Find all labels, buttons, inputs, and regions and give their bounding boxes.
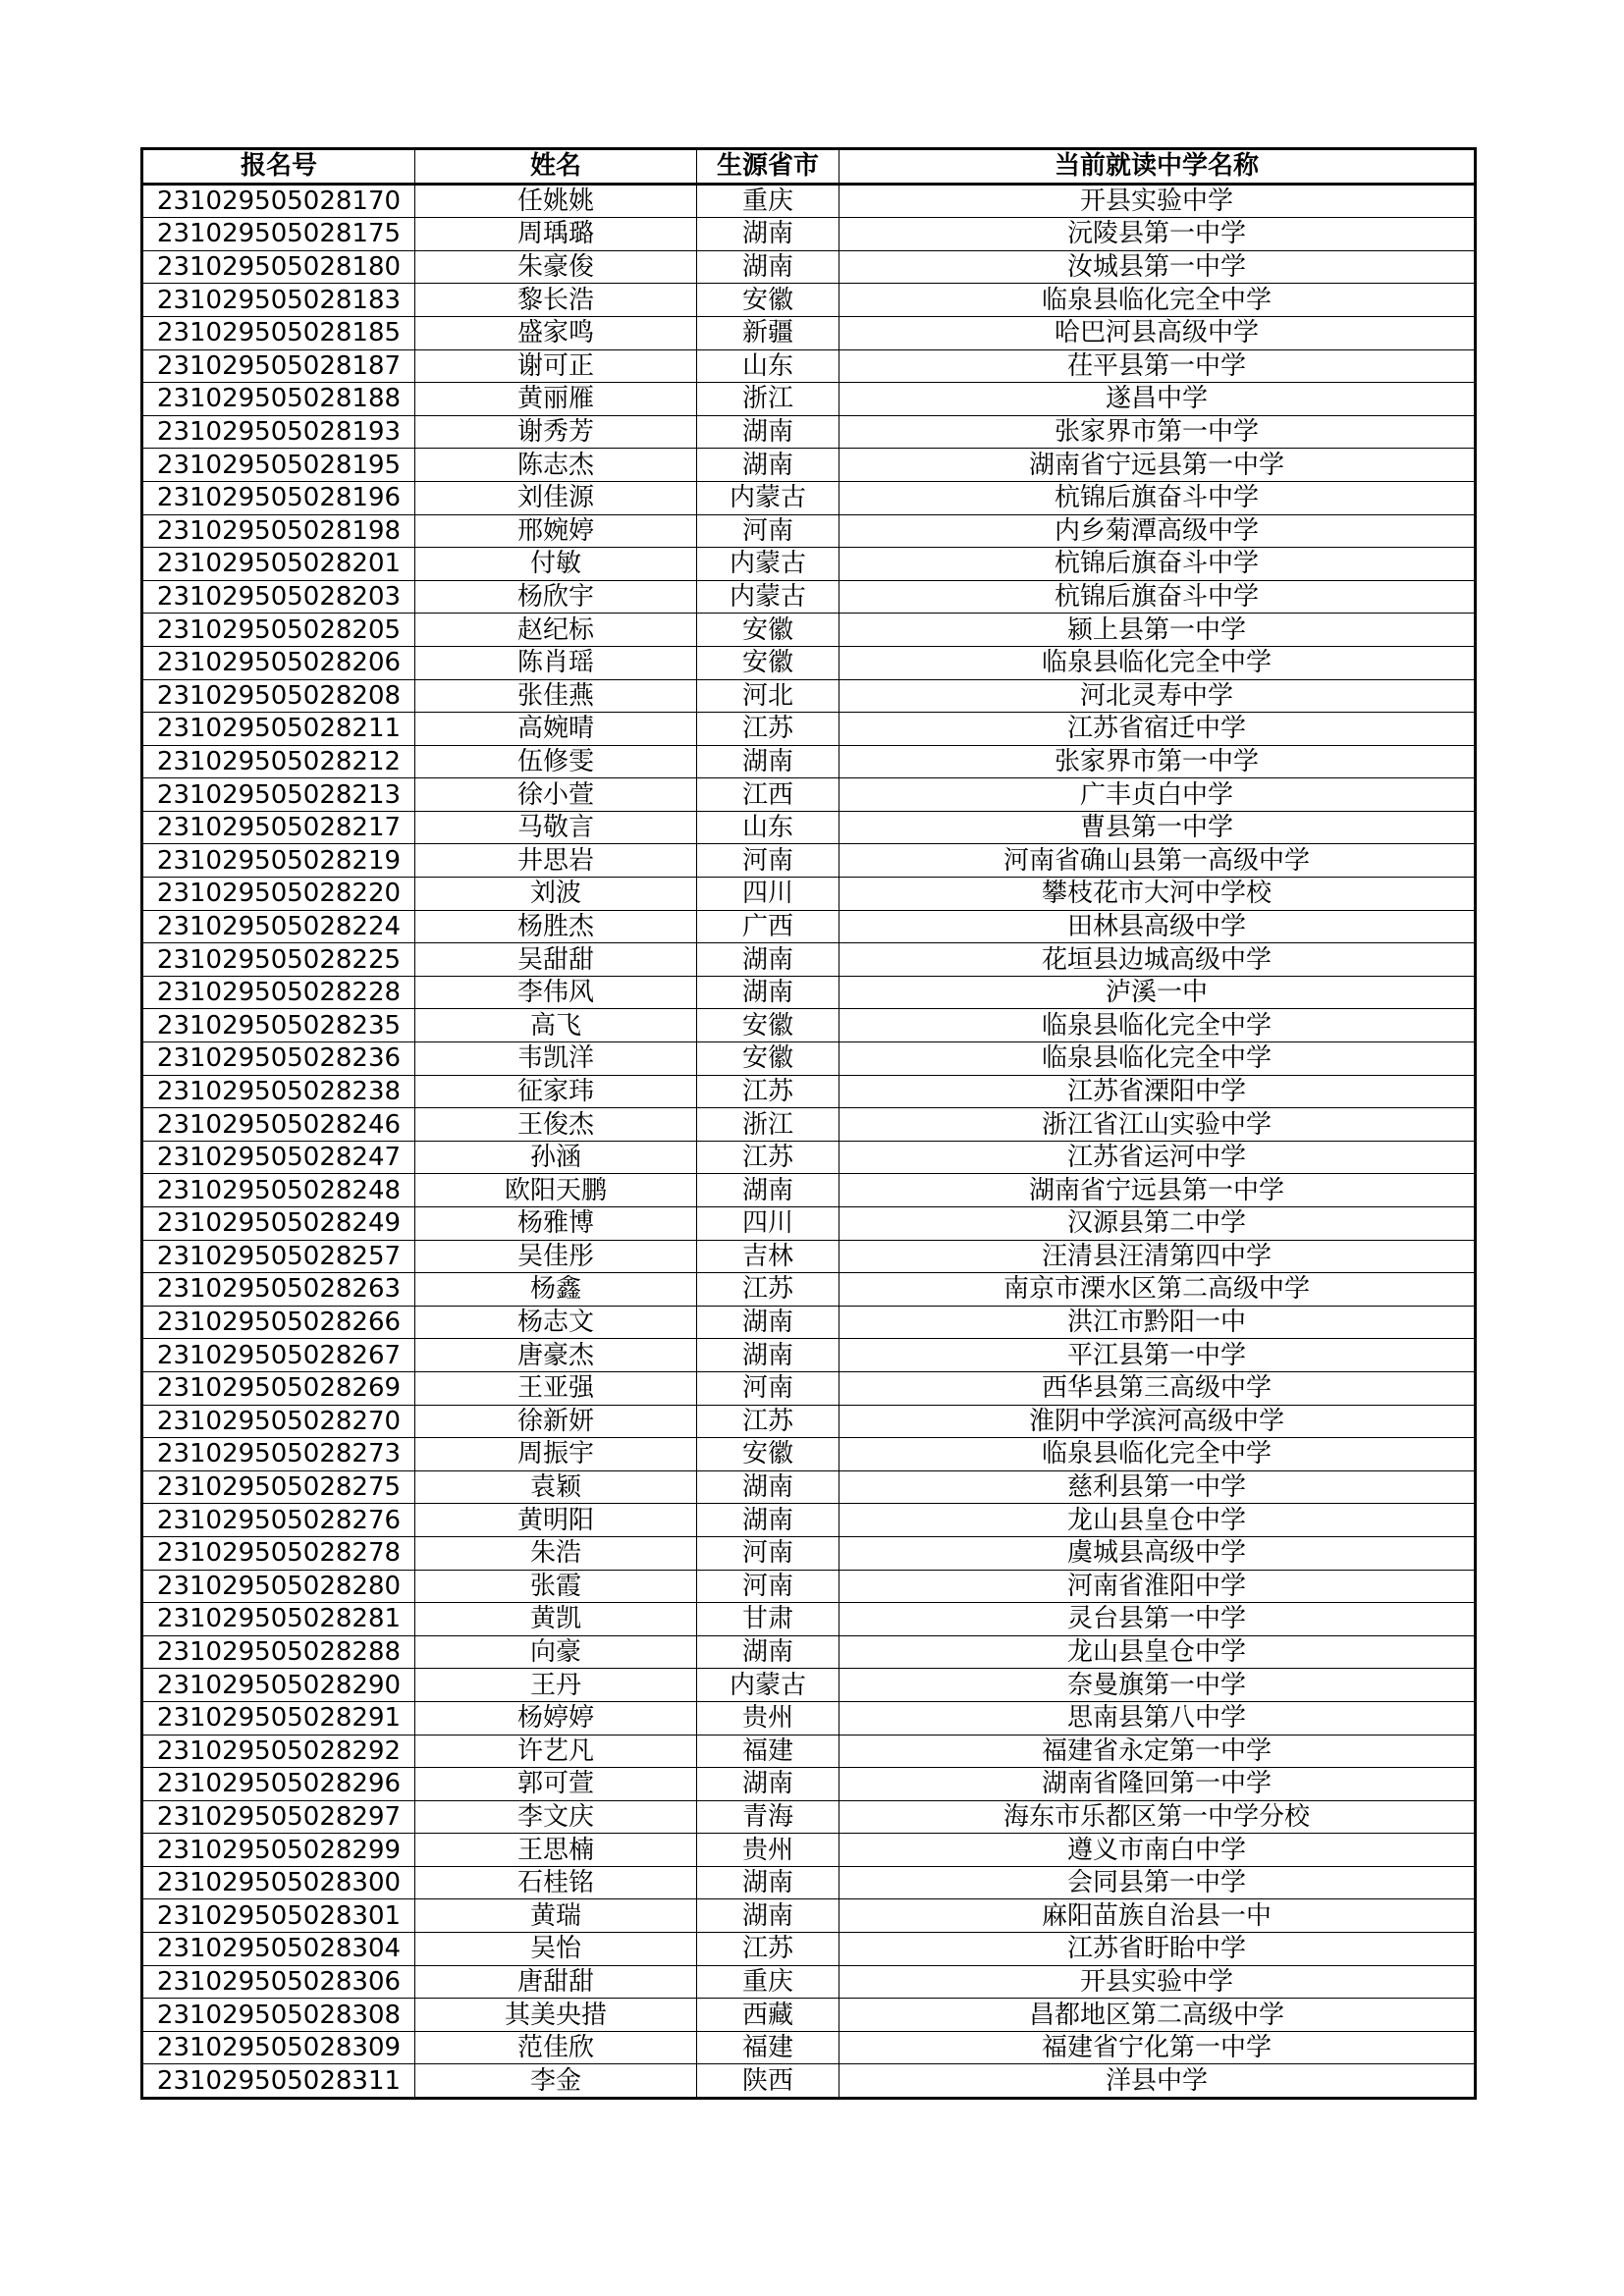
province-cell: 青海 [697, 1800, 839, 1834]
province-cell: 湖南 [697, 943, 839, 977]
student-name-cell: 谢秀芳 [415, 415, 697, 449]
table-row [142, 745, 1476, 778]
registration-number-cell: 231029505028236 [142, 1042, 415, 1076]
student-name-cell: 伍修雯 [415, 745, 697, 778]
student-name-cell: 其美央措 [415, 1999, 697, 2032]
school-name-cell: 曹县第一中学 [839, 811, 1476, 844]
province-cell: 湖南 [697, 976, 839, 1009]
province-cell: 西藏 [697, 1999, 839, 2032]
column-header-province: 生源省市 [697, 149, 839, 185]
table-row [142, 1438, 1476, 1471]
student-name-cell: 陈志杰 [415, 449, 697, 482]
student-name-cell: 朱浩 [415, 1536, 697, 1570]
registration-number-cell: 231029505028224 [142, 910, 415, 943]
registration-number-cell: 231029505028296 [142, 1768, 415, 1801]
registration-number-cell: 231029505028188 [142, 383, 415, 416]
school-name-cell: 江苏省宿迁中学 [839, 713, 1476, 746]
student-name-cell: 高飞 [415, 1009, 697, 1042]
student-name-cell: 韦凯洋 [415, 1042, 697, 1076]
table-row [142, 1240, 1476, 1273]
registration-number-cell: 231029505028292 [142, 1735, 415, 1768]
province-cell: 湖南 [697, 1470, 839, 1504]
school-name-cell: 江苏省盱眙中学 [839, 1933, 1476, 1966]
school-name-cell: 福建省宁化第一中学 [839, 2031, 1476, 2064]
school-name-cell: 颍上县第一中学 [839, 614, 1476, 647]
province-cell: 福建 [697, 1735, 839, 1768]
registration-number-cell: 231029505028276 [142, 1504, 415, 1537]
table-row [142, 1866, 1476, 1899]
school-name-cell: 张家界市第一中学 [839, 745, 1476, 778]
registration-number-cell: 231029505028195 [142, 449, 415, 482]
table-row [142, 1768, 1476, 1801]
registration-number-cell: 231029505028249 [142, 1207, 415, 1241]
school-name-cell: 会同县第一中学 [839, 1866, 1476, 1899]
province-cell: 江苏 [697, 1075, 839, 1108]
student-name-cell: 吴甜甜 [415, 943, 697, 977]
student-name-cell: 杨雅博 [415, 1207, 697, 1241]
registration-number-cell: 231029505028193 [142, 415, 415, 449]
table-row [142, 910, 1476, 943]
registration-number-cell: 231029505028211 [142, 713, 415, 746]
table-row [142, 1635, 1476, 1669]
province-cell: 江苏 [697, 1273, 839, 1307]
school-name-cell: 张家界市第一中学 [839, 415, 1476, 449]
student-name-cell: 黎长浩 [415, 284, 697, 317]
registration-number-cell: 231029505028196 [142, 481, 415, 514]
registration-number-cell: 231029505028301 [142, 1899, 415, 1933]
table-row [142, 1371, 1476, 1405]
table-row [142, 1273, 1476, 1307]
school-name-cell: 临泉县临化完全中学 [839, 284, 1476, 317]
table-row [142, 2031, 1476, 2064]
province-cell: 湖南 [697, 250, 839, 284]
registration-number-cell: 231029505028300 [142, 1866, 415, 1899]
registration-number-cell: 231029505028247 [142, 1141, 415, 1174]
table-row [142, 844, 1476, 878]
school-name-cell: 慈利县第一中学 [839, 1470, 1476, 1504]
student-name-cell: 吴佳彤 [415, 1240, 697, 1273]
registration-number-cell: 231029505028291 [142, 1701, 415, 1735]
province-cell: 湖南 [697, 1306, 839, 1339]
registration-number-cell: 231029505028280 [142, 1570, 415, 1603]
table-row [142, 415, 1476, 449]
province-cell: 湖南 [697, 218, 839, 251]
registration-number-cell: 231029505028217 [142, 811, 415, 844]
table-row [142, 1405, 1476, 1438]
province-cell: 湖南 [697, 449, 839, 482]
student-name-cell: 王思楠 [415, 1834, 697, 1867]
province-cell: 湖南 [697, 1174, 839, 1207]
school-name-cell: 龙山县皇仓中学 [839, 1635, 1476, 1669]
registration-number-cell: 231029505028170 [142, 184, 415, 218]
province-cell: 湖南 [697, 1635, 839, 1669]
school-name-cell: 汉源县第二中学 [839, 1207, 1476, 1241]
registration-number-cell: 231029505028288 [142, 1635, 415, 1669]
school-name-cell: 沅陵县第一中学 [839, 218, 1476, 251]
registration-number-cell: 231029505028235 [142, 1009, 415, 1042]
province-cell: 内蒙古 [697, 580, 839, 614]
student-name-cell: 李文庆 [415, 1800, 697, 1834]
table-row [142, 1899, 1476, 1933]
column-header-registration-number: 报名号 [142, 149, 415, 185]
student-name-cell: 邢婉婷 [415, 514, 697, 548]
registration-number-cell: 231029505028248 [142, 1174, 415, 1207]
table-row [142, 1174, 1476, 1207]
school-name-cell: 杭锦后旗奋斗中学 [839, 481, 1476, 514]
registration-number-cell: 231029505028175 [142, 218, 415, 251]
province-cell: 湖南 [697, 1899, 839, 1933]
student-table [140, 147, 1477, 2100]
table-row [142, 1042, 1476, 1076]
school-name-cell: 临泉县临化完全中学 [839, 1009, 1476, 1042]
registration-number-cell: 231029505028208 [142, 679, 415, 713]
registration-number-cell: 231029505028269 [142, 1371, 415, 1405]
province-cell: 江苏 [697, 1405, 839, 1438]
table-row [142, 1108, 1476, 1142]
student-name-cell: 向豪 [415, 1635, 697, 1669]
column-header-school: 当前就读中学名称 [839, 149, 1476, 185]
province-cell: 河南 [697, 1371, 839, 1405]
table-row [142, 713, 1476, 746]
province-cell: 山东 [697, 349, 839, 383]
school-name-cell: 临泉县临化完全中学 [839, 1438, 1476, 1471]
registration-number-cell: 231029505028201 [142, 548, 415, 581]
registration-number-cell: 231029505028290 [142, 1669, 415, 1702]
province-cell: 山东 [697, 811, 839, 844]
table-row [142, 1965, 1476, 1999]
school-name-cell: 杭锦后旗奋斗中学 [839, 548, 1476, 581]
school-name-cell: 茌平县第一中学 [839, 349, 1476, 383]
table-row [142, 1570, 1476, 1603]
registration-number-cell: 231029505028263 [142, 1273, 415, 1307]
province-cell: 湖南 [697, 1866, 839, 1899]
student-name-cell: 袁颖 [415, 1470, 697, 1504]
table-row [142, 184, 1476, 218]
student-name-cell: 高婉晴 [415, 713, 697, 746]
table-row [142, 1009, 1476, 1042]
school-name-cell: 遂昌中学 [839, 383, 1476, 416]
school-name-cell: 思南县第八中学 [839, 1701, 1476, 1735]
province-cell: 重庆 [697, 1965, 839, 1999]
province-cell: 安徽 [697, 1042, 839, 1076]
table-header-row [142, 149, 1476, 185]
table-row [142, 1339, 1476, 1372]
province-cell: 贵州 [697, 1701, 839, 1735]
student-name-cell: 李金 [415, 2064, 697, 2099]
province-cell: 江西 [697, 778, 839, 812]
table-row [142, 878, 1476, 911]
table-body [142, 184, 1476, 2098]
registration-number-cell: 231029505028220 [142, 878, 415, 911]
table-row [142, 1735, 1476, 1768]
registration-number-cell: 231029505028297 [142, 1800, 415, 1834]
student-name-cell: 黄丽雁 [415, 383, 697, 416]
student-name-cell: 唐豪杰 [415, 1339, 697, 1372]
student-name-cell: 徐新妍 [415, 1405, 697, 1438]
registration-number-cell: 231029505028205 [142, 614, 415, 647]
school-name-cell: 杭锦后旗奋斗中学 [839, 580, 1476, 614]
province-cell: 河南 [697, 844, 839, 878]
registration-number-cell: 231029505028306 [142, 1965, 415, 1999]
school-name-cell: 洪江市黔阳一中 [839, 1306, 1476, 1339]
registration-number-cell: 231029505028203 [142, 580, 415, 614]
table-row [142, 349, 1476, 383]
table-row [142, 1701, 1476, 1735]
table-row [142, 514, 1476, 548]
student-name-cell: 刘佳源 [415, 481, 697, 514]
student-name-cell: 许艺凡 [415, 1735, 697, 1768]
province-cell: 四川 [697, 1207, 839, 1241]
student-name-cell: 张霞 [415, 1570, 697, 1603]
school-name-cell: 昌都地区第二高级中学 [839, 1999, 1476, 2032]
registration-number-cell: 231029505028246 [142, 1108, 415, 1142]
school-name-cell: 浙江省江山实验中学 [839, 1108, 1476, 1142]
table-row [142, 250, 1476, 284]
province-cell: 河南 [697, 1570, 839, 1603]
table-row [142, 646, 1476, 679]
table-row [142, 943, 1476, 977]
province-cell: 江苏 [697, 1141, 839, 1174]
school-name-cell: 临泉县临化完全中学 [839, 1042, 1476, 1076]
school-name-cell: 攀枝花市大河中学校 [839, 878, 1476, 911]
province-cell: 贵州 [697, 1834, 839, 1867]
student-name-cell: 张佳燕 [415, 679, 697, 713]
student-name-cell: 井思岩 [415, 844, 697, 878]
student-name-cell: 谢可正 [415, 349, 697, 383]
province-cell: 内蒙古 [697, 481, 839, 514]
student-name-cell: 赵纪标 [415, 614, 697, 647]
registration-number-cell: 231029505028304 [142, 1933, 415, 1966]
table-row [142, 580, 1476, 614]
school-name-cell: 南京市溧水区第二高级中学 [839, 1273, 1476, 1307]
table-row [142, 1306, 1476, 1339]
province-cell: 广西 [697, 910, 839, 943]
province-cell: 内蒙古 [697, 548, 839, 581]
student-name-cell: 杨胜杰 [415, 910, 697, 943]
school-name-cell: 田林县高级中学 [839, 910, 1476, 943]
school-name-cell: 临泉县临化完全中学 [839, 646, 1476, 679]
school-name-cell: 内乡菊潭高级中学 [839, 514, 1476, 548]
student-name-cell: 黄瑞 [415, 1899, 697, 1933]
table-row [142, 1075, 1476, 1108]
student-name-cell: 郭可萱 [415, 1768, 697, 1801]
table-row [142, 1536, 1476, 1570]
table-row [142, 449, 1476, 482]
student-name-cell: 任姚姚 [415, 184, 697, 218]
province-cell: 江苏 [697, 713, 839, 746]
school-name-cell: 汪清县汪清第四中学 [839, 1240, 1476, 1273]
table-row [142, 1800, 1476, 1834]
school-name-cell: 海东市乐都区第一中学分校 [839, 1800, 1476, 1834]
table-row [142, 811, 1476, 844]
student-name-cell: 唐甜甜 [415, 1965, 697, 1999]
province-cell: 湖南 [697, 415, 839, 449]
registration-number-cell: 231029505028266 [142, 1306, 415, 1339]
registration-number-cell: 231029505028275 [142, 1470, 415, 1504]
province-cell: 河南 [697, 514, 839, 548]
registration-number-cell: 231029505028225 [142, 943, 415, 977]
province-cell: 重庆 [697, 184, 839, 218]
table-row [142, 2064, 1476, 2099]
student-name-cell: 征家玮 [415, 1075, 697, 1108]
table-row [142, 383, 1476, 416]
school-name-cell: 开县实验中学 [839, 184, 1476, 218]
table-row [142, 284, 1476, 317]
student-name-cell: 范佳欣 [415, 2031, 697, 2064]
school-name-cell: 遵义市南白中学 [839, 1834, 1476, 1867]
registration-number-cell: 231029505028212 [142, 745, 415, 778]
table-row [142, 614, 1476, 647]
province-cell: 湖南 [697, 745, 839, 778]
registration-number-cell: 231029505028309 [142, 2031, 415, 2064]
school-name-cell: 西华县第三高级中学 [839, 1371, 1476, 1405]
table-row [142, 1669, 1476, 1702]
province-cell: 吉林 [697, 1240, 839, 1273]
table-row [142, 1504, 1476, 1537]
school-name-cell: 河北灵寿中学 [839, 679, 1476, 713]
registration-number-cell: 231029505028281 [142, 1603, 415, 1636]
school-name-cell: 虞城县高级中学 [839, 1536, 1476, 1570]
registration-number-cell: 231029505028183 [142, 284, 415, 317]
registration-number-cell: 231029505028187 [142, 349, 415, 383]
student-name-cell: 杨志文 [415, 1306, 697, 1339]
registration-number-cell: 231029505028228 [142, 976, 415, 1009]
province-cell: 湖南 [697, 1339, 839, 1372]
student-name-cell: 杨欣宇 [415, 580, 697, 614]
province-cell: 湖南 [697, 1504, 839, 1537]
table-row [142, 1207, 1476, 1241]
province-cell: 四川 [697, 878, 839, 911]
school-name-cell: 奈曼旗第一中学 [839, 1669, 1476, 1702]
student-name-cell: 付敏 [415, 548, 697, 581]
school-name-cell: 泸溪一中 [839, 976, 1476, 1009]
province-cell: 河北 [697, 679, 839, 713]
registration-number-cell: 231029505028213 [142, 778, 415, 812]
table-row [142, 1933, 1476, 1966]
province-cell: 湖南 [697, 1768, 839, 1801]
province-cell: 安徽 [697, 1009, 839, 1042]
student-name-cell: 黄明阳 [415, 1504, 697, 1537]
school-name-cell: 平江县第一中学 [839, 1339, 1476, 1372]
student-name-cell: 王俊杰 [415, 1108, 697, 1142]
student-name-cell: 王丹 [415, 1669, 697, 1702]
school-name-cell: 淮阴中学滨河高级中学 [839, 1405, 1476, 1438]
registration-number-cell: 231029505028185 [142, 316, 415, 349]
province-cell: 福建 [697, 2031, 839, 2064]
registration-number-cell: 231029505028180 [142, 250, 415, 284]
student-name-cell: 朱豪俊 [415, 250, 697, 284]
registration-number-cell: 231029505028270 [142, 1405, 415, 1438]
school-name-cell: 灵台县第一中学 [839, 1603, 1476, 1636]
registration-number-cell: 231029505028198 [142, 514, 415, 548]
student-name-cell: 王亚强 [415, 1371, 697, 1405]
registration-number-cell: 231029505028308 [142, 1999, 415, 2032]
province-cell: 浙江 [697, 1108, 839, 1142]
student-name-cell: 杨鑫 [415, 1273, 697, 1307]
province-cell: 陕西 [697, 2064, 839, 2099]
student-name-cell: 吴怡 [415, 1933, 697, 1966]
table-row [142, 679, 1476, 713]
school-name-cell: 洋县中学 [839, 2064, 1476, 2099]
student-name-cell: 盛家鸣 [415, 316, 697, 349]
registration-number-cell: 231029505028206 [142, 646, 415, 679]
school-name-cell: 河南省确山县第一高级中学 [839, 844, 1476, 878]
school-name-cell: 龙山县皇仓中学 [839, 1504, 1476, 1537]
school-name-cell: 湖南省隆回第一中学 [839, 1768, 1476, 1801]
school-name-cell: 花垣县边城高级中学 [839, 943, 1476, 977]
student-name-cell: 陈肖瑶 [415, 646, 697, 679]
student-name-cell: 石桂铭 [415, 1866, 697, 1899]
school-name-cell: 广丰贞白中学 [839, 778, 1476, 812]
student-name-cell: 孙涵 [415, 1141, 697, 1174]
province-cell: 甘肃 [697, 1603, 839, 1636]
table-row [142, 218, 1476, 251]
table-row [142, 548, 1476, 581]
student-name-cell: 刘波 [415, 878, 697, 911]
school-name-cell: 江苏省溧阳中学 [839, 1075, 1476, 1108]
table-row [142, 481, 1476, 514]
province-cell: 安徽 [697, 646, 839, 679]
registration-number-cell: 231029505028299 [142, 1834, 415, 1867]
registration-number-cell: 231029505028219 [142, 844, 415, 878]
province-cell: 安徽 [697, 1438, 839, 1471]
table-row [142, 1603, 1476, 1636]
school-name-cell: 汝城县第一中学 [839, 250, 1476, 284]
province-cell: 新疆 [697, 316, 839, 349]
registration-number-cell: 231029505028257 [142, 1240, 415, 1273]
province-cell: 安徽 [697, 614, 839, 647]
column-header-name: 姓名 [415, 149, 697, 185]
school-name-cell: 麻阳苗族自治县一中 [839, 1899, 1476, 1933]
table-row [142, 1834, 1476, 1867]
student-name-cell: 马敬言 [415, 811, 697, 844]
registration-number-cell: 231029505028278 [142, 1536, 415, 1570]
registration-number-cell: 231029505028267 [142, 1339, 415, 1372]
student-name-cell: 李伟风 [415, 976, 697, 1009]
registration-number-cell: 231029505028238 [142, 1075, 415, 1108]
student-name-cell: 欧阳天鹏 [415, 1174, 697, 1207]
table-row [142, 1999, 1476, 2032]
school-name-cell: 开县实验中学 [839, 1965, 1476, 1999]
table-row [142, 778, 1476, 812]
school-name-cell: 江苏省运河中学 [839, 1141, 1476, 1174]
province-cell: 河南 [697, 1536, 839, 1570]
province-cell: 江苏 [697, 1933, 839, 1966]
school-name-cell: 湖南省宁远县第一中学 [839, 449, 1476, 482]
registration-number-cell: 231029505028273 [142, 1438, 415, 1471]
table-row [142, 976, 1476, 1009]
province-cell: 浙江 [697, 383, 839, 416]
school-name-cell: 福建省永定第一中学 [839, 1735, 1476, 1768]
province-cell: 安徽 [697, 284, 839, 317]
student-name-cell: 黄凯 [415, 1603, 697, 1636]
student-name-cell: 周瑀璐 [415, 218, 697, 251]
table-row [142, 1141, 1476, 1174]
school-name-cell: 哈巴河县高级中学 [839, 316, 1476, 349]
table-row [142, 316, 1476, 349]
registration-number-cell: 231029505028311 [142, 2064, 415, 2099]
student-name-cell: 徐小萱 [415, 778, 697, 812]
school-name-cell: 湖南省宁远县第一中学 [839, 1174, 1476, 1207]
student-name-cell: 周振宇 [415, 1438, 697, 1471]
student-name-cell: 杨婷婷 [415, 1701, 697, 1735]
table-row [142, 1470, 1476, 1504]
school-name-cell: 河南省淮阳中学 [839, 1570, 1476, 1603]
province-cell: 内蒙古 [697, 1669, 839, 1702]
